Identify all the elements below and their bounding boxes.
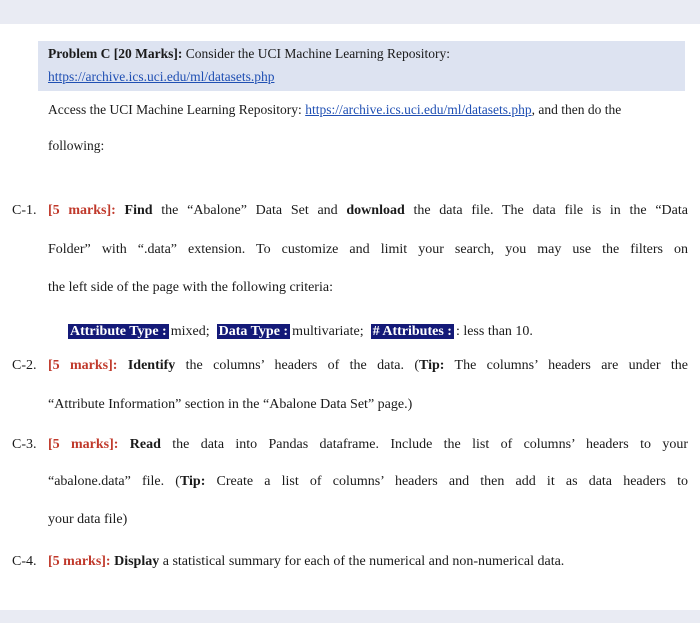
problem-title-rest: Consider the UCI Machine Learning Repository: <box>182 46 451 61</box>
c1-line-3: the left side of the page with the following criteria: <box>48 280 333 295</box>
c3-line-1 <box>48 435 688 455</box>
c4-line-1 <box>48 552 688 572</box>
intro-repository-link[interactable]: https://archive.ics.uci.edu/ml/datasets.php <box>305 102 532 117</box>
data-type-label: Data Type : <box>218 324 289 339</box>
intro-suffix: , and then do the <box>531 102 622 117</box>
c1-marks: [5 marks]: <box>48 203 116 218</box>
intro-line-1 <box>48 100 688 120</box>
c2-marks: [5 marks]: <box>48 358 118 373</box>
c1-text-a: the “Abalone” Data Set and <box>152 203 347 218</box>
num-attributes-label: # Attributes : <box>372 324 452 339</box>
c3-text-c: Create a list of columns’ headers and then add it as data headers to <box>205 474 688 489</box>
c3-text-b: “abalone.data” file. ( <box>48 474 180 489</box>
question-number: C-3. <box>12 437 37 452</box>
c2-text-b: The columns’ headers are under the <box>444 358 688 373</box>
c4-verb: Display <box>110 554 160 569</box>
document-page <box>0 24 700 610</box>
attribute-type-label: Attribute Type : <box>70 324 167 339</box>
c2-tip: Tip: <box>418 358 445 373</box>
data-type-value: multivariate; <box>292 324 364 339</box>
problem-title <box>48 44 450 64</box>
c2-line-2: “Attribute Information” section in the “Abalone Data Set” page.) <box>48 397 413 412</box>
c2-text-a: the columns’ headers of the data. ( <box>175 358 419 373</box>
c1-text-b: the data file. The data file is in the “Data <box>404 203 688 218</box>
c1-line-1 <box>48 201 688 221</box>
problem-title-bold: Problem C [20 Marks]: <box>48 46 183 61</box>
c1-download: download <box>346 203 405 218</box>
c3-line-3: your data file) <box>48 512 128 527</box>
question-number: C-2. <box>12 358 37 373</box>
intro-line-2: following: <box>48 138 105 153</box>
c3-tip: Tip: <box>179 474 206 489</box>
question-number: C-4. <box>12 554 37 569</box>
header-repository-link[interactable]: https://archive.ics.uci.edu/ml/datasets.php <box>48 69 275 84</box>
c4-text: a statistical summary for each of the numerical and non-numerical data. <box>159 554 565 569</box>
c1-verb: Find <box>115 203 153 218</box>
intro-prefix: Access the UCI Machine Learning Repository: <box>48 102 306 117</box>
c3-line-2 <box>48 472 688 492</box>
num-attributes-value: : less than 10. <box>455 324 533 339</box>
attribute-type-value: mixed; <box>170 324 210 339</box>
c1-line-2: Folder” with “.data” extension. To customize and limit your search, you may use the filters on <box>48 242 688 257</box>
c3-verb: Read <box>118 437 161 452</box>
filter-criteria <box>68 322 533 342</box>
c3-text-a: the data into Pandas dataframe. Include the list of columns’ headers to your <box>160 437 688 452</box>
c2-verb: Identify <box>117 358 176 373</box>
c2-line-1 <box>48 356 688 376</box>
c3-marks: [5 marks]: <box>48 437 119 452</box>
problem-header <box>38 41 685 91</box>
c4-marks: [5 marks]: <box>48 554 111 569</box>
question-number: C-1. <box>12 203 37 218</box>
